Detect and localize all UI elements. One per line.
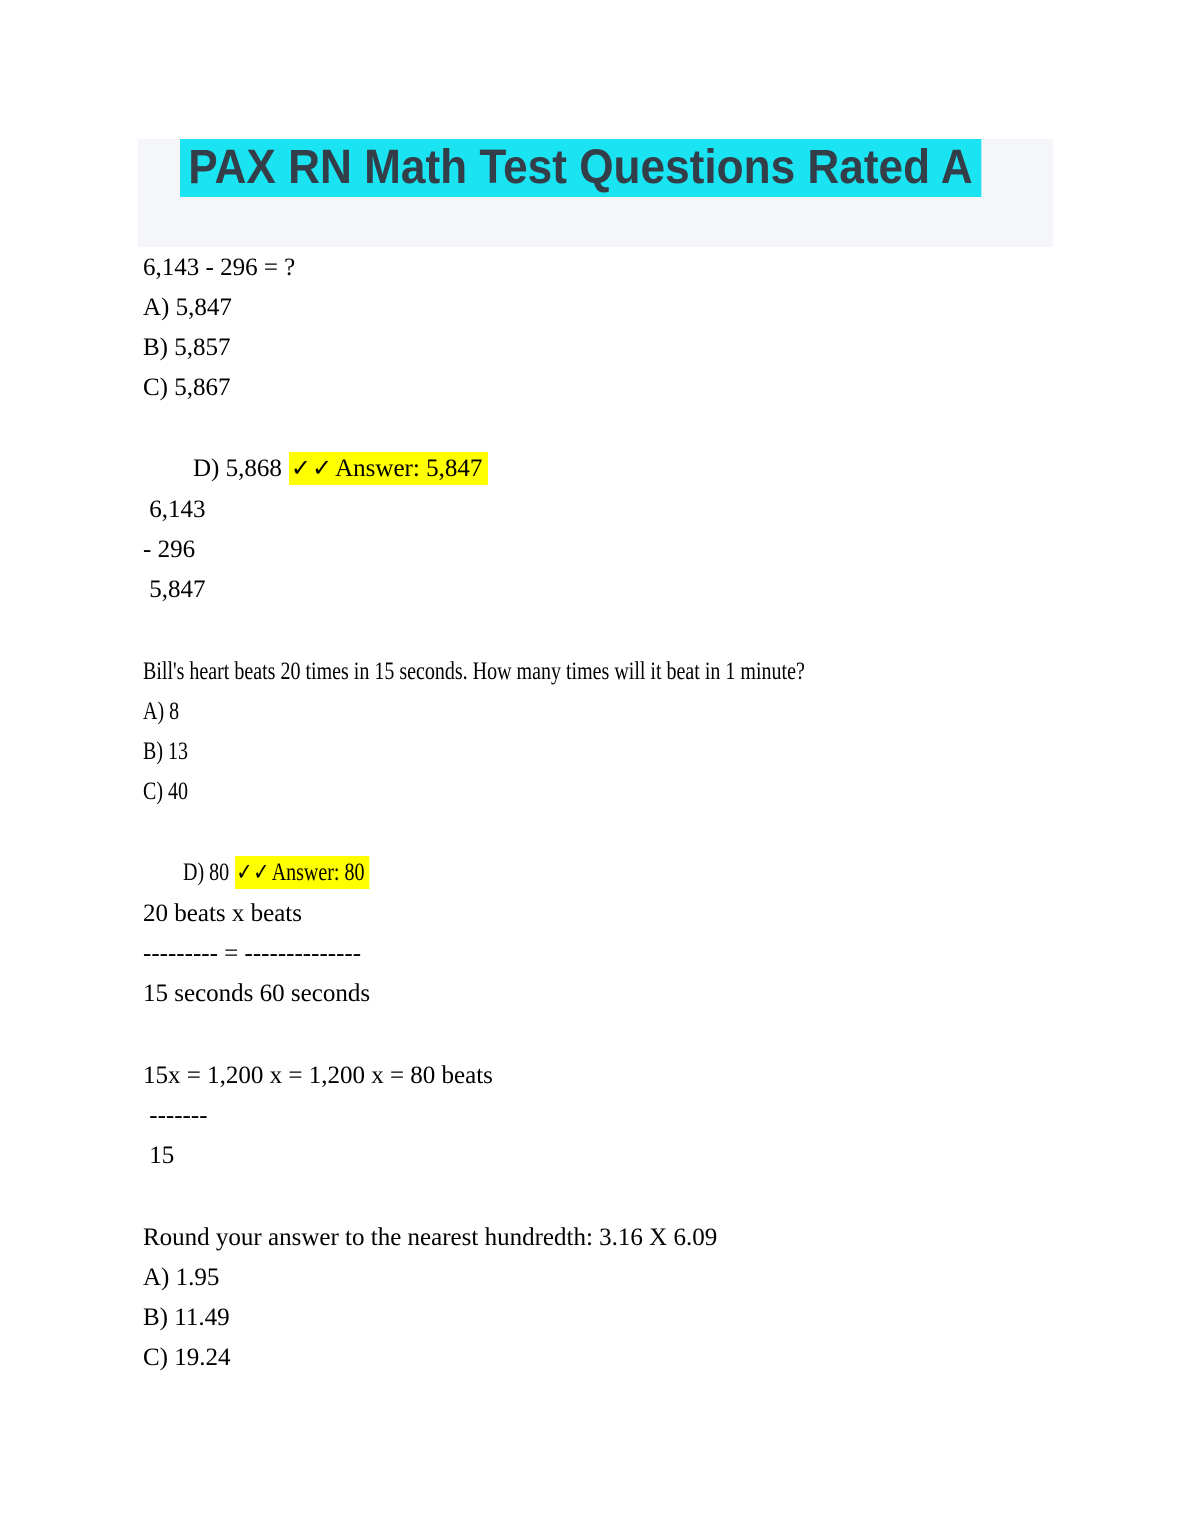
answer-text: Answer: 5,847 xyxy=(335,455,483,482)
page-title: PAX RN Math Test Questions Rated A xyxy=(180,139,981,197)
solution-line: 20 beats x beats xyxy=(143,900,302,927)
solution-line: 5,847 xyxy=(143,576,206,603)
answer-option-row xyxy=(143,408,1103,482)
question-prompt: Round your answer to the nearest hundredth: 3.16 X 6.09 xyxy=(143,1224,718,1251)
question-2-solution-block-2 xyxy=(143,1056,1103,1176)
solution-line: ------- xyxy=(143,1102,208,1129)
question-1-block xyxy=(143,248,1103,482)
answer-option: D) 80 xyxy=(183,859,230,886)
question-1-solution-block xyxy=(143,490,1103,610)
answer-option: C) 5,867 xyxy=(143,374,231,401)
document-content xyxy=(143,248,1103,1420)
question-prompt: 6,143 - 296 = ? xyxy=(143,254,296,281)
solution-line: - 296 xyxy=(143,536,196,563)
answer-option: A) 1.95 xyxy=(143,1264,220,1291)
question-2-solution-block-1 xyxy=(143,894,1103,1014)
answer-option: B) 13 xyxy=(143,738,188,765)
answer-option: C) 19.24 xyxy=(143,1344,231,1371)
solution-line: 6,143 xyxy=(143,496,206,523)
checkmark-icon: ✓✓ xyxy=(236,858,271,886)
solution-line: 15 xyxy=(143,1142,175,1169)
answer-option: C) 40 xyxy=(143,778,188,805)
answer-highlight xyxy=(289,452,488,485)
solution-line: --------- = -------------- xyxy=(143,940,362,967)
checkmark-icon: ✓✓ xyxy=(290,454,334,482)
answer-text: Answer: 80 xyxy=(271,859,365,886)
solution-line: 15x = 1,200 x = 1,200 x = 80 beats xyxy=(143,1062,493,1089)
answer-option: B) 11.49 xyxy=(143,1304,230,1331)
question-2-block xyxy=(143,652,911,886)
solution-line: 15 seconds 60 seconds xyxy=(143,980,371,1007)
answer-option-row xyxy=(143,812,911,886)
answer-highlight xyxy=(235,856,370,889)
answer-option: A) 5,847 xyxy=(143,294,232,321)
answer-option: B) 5,857 xyxy=(143,334,231,361)
question-prompt: Bill's heart beats 20 times in 15 seconds. How many times will it beat in 1 minute? xyxy=(143,658,805,685)
question-3-block xyxy=(143,1218,1103,1378)
answer-option: D) 5,868 xyxy=(193,455,282,482)
title-banner xyxy=(138,139,1053,247)
answer-option: A) 8 xyxy=(143,698,180,725)
